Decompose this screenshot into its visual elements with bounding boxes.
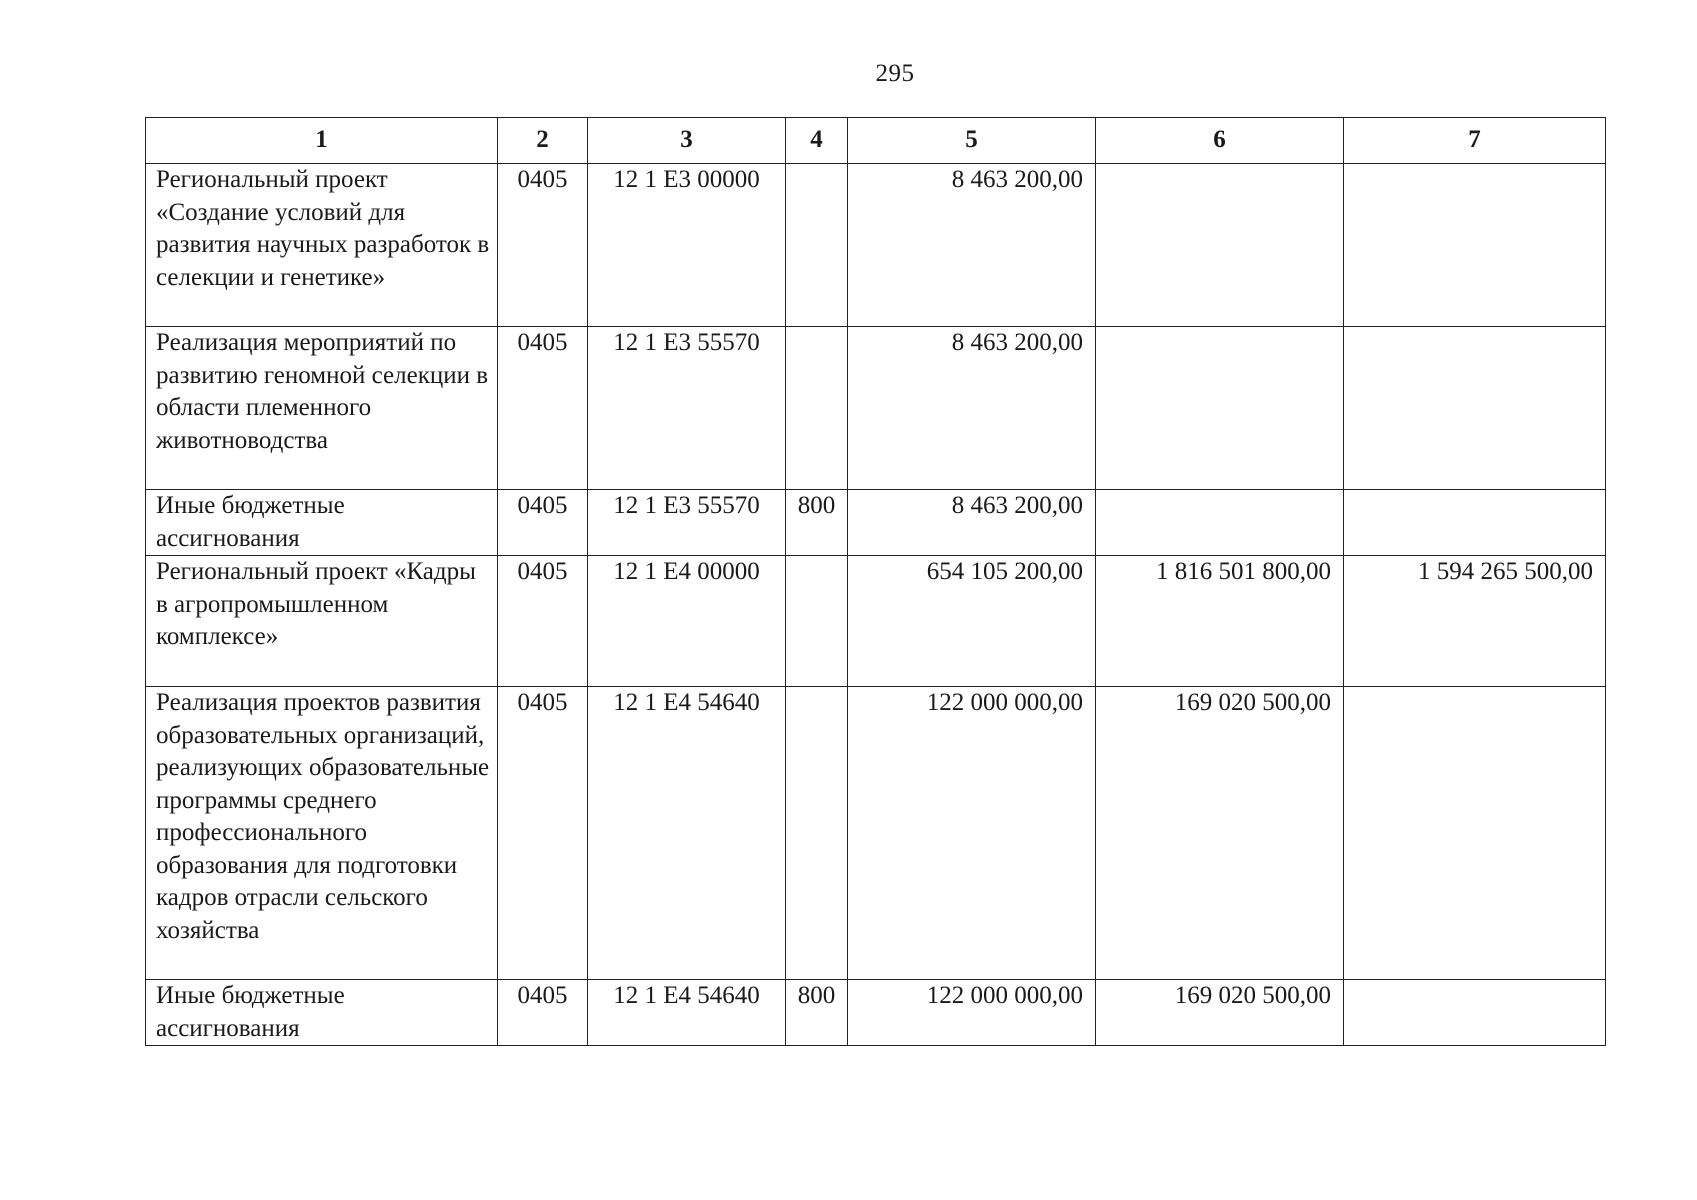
table-row [146, 490, 1606, 556]
column-header: 5 [848, 118, 1096, 164]
row-type [786, 687, 848, 980]
table-row [146, 687, 1606, 980]
column-header: 3 [588, 118, 786, 164]
budget-table [145, 117, 1606, 1046]
row-amount-7 [1344, 164, 1606, 327]
page-number: 295 [875, 60, 915, 87]
row-section: 0405 [498, 980, 588, 1046]
table-row [146, 556, 1606, 687]
table-row [146, 327, 1606, 490]
row-section: 0405 [498, 327, 588, 490]
row-name: Региональный проект «Кадры в агропромышленном комплексе» [146, 556, 498, 687]
row-type [786, 556, 848, 687]
row-name: Иные бюджетные ассигнования [146, 980, 498, 1046]
row-amount-5: 122 000 000,00 [848, 980, 1096, 1046]
row-type [786, 327, 848, 490]
row-amount-5: 654 105 200,00 [848, 556, 1096, 687]
row-name: Иные бюджетные ассигнования [146, 490, 498, 556]
column-header: 2 [498, 118, 588, 164]
row-target: 12 1 E4 54640 [588, 980, 786, 1046]
row-amount-5: 8 463 200,00 [848, 490, 1096, 556]
row-amount-7 [1344, 980, 1606, 1046]
column-header: 6 [1096, 118, 1344, 164]
column-header: 1 [146, 118, 498, 164]
row-name: Реализация проектов развития образовательных организаций, реализующих образовательные программы среднего профессионального образования для подготовки кадров отрасли сельского хозяйства [146, 687, 498, 980]
table-row [146, 980, 1606, 1046]
row-amount-6: 1 816 501 800,00 [1096, 556, 1344, 687]
row-target: 12 1 E3 00000 [588, 164, 786, 327]
row-target: 12 1 E4 00000 [588, 556, 786, 687]
row-amount-6: 169 020 500,00 [1096, 980, 1344, 1046]
row-type [786, 164, 848, 327]
row-amount-5: 8 463 200,00 [848, 164, 1096, 327]
row-type: 800 [786, 980, 848, 1046]
row-amount-5: 8 463 200,00 [848, 327, 1096, 490]
column-header: 4 [786, 118, 848, 164]
row-section: 0405 [498, 164, 588, 327]
row-section: 0405 [498, 687, 588, 980]
row-amount-5: 122 000 000,00 [848, 687, 1096, 980]
row-section: 0405 [498, 490, 588, 556]
row-amount-6 [1096, 327, 1344, 490]
row-amount-7: 1 594 265 500,00 [1344, 556, 1606, 687]
row-target: 12 1 E3 55570 [588, 490, 786, 556]
row-amount-6: 169 020 500,00 [1096, 687, 1344, 980]
row-name: Региональный проект «Создание условий для развития научных разработок в селекции и генетике» [146, 164, 498, 327]
table-row [146, 164, 1606, 327]
row-type: 800 [786, 490, 848, 556]
column-header: 7 [1344, 118, 1606, 164]
row-section: 0405 [498, 556, 588, 687]
row-target: 12 1 E4 54640 [588, 687, 786, 980]
row-amount-6 [1096, 164, 1344, 327]
table-header-row [146, 118, 1606, 164]
row-amount-6 [1096, 490, 1344, 556]
row-amount-7 [1344, 490, 1606, 556]
row-amount-7 [1344, 687, 1606, 980]
row-name: Реализация мероприятий по развитию геномной селекции в области племенного животноводства [146, 327, 498, 490]
row-amount-7 [1344, 327, 1606, 490]
row-target: 12 1 E3 55570 [588, 327, 786, 490]
